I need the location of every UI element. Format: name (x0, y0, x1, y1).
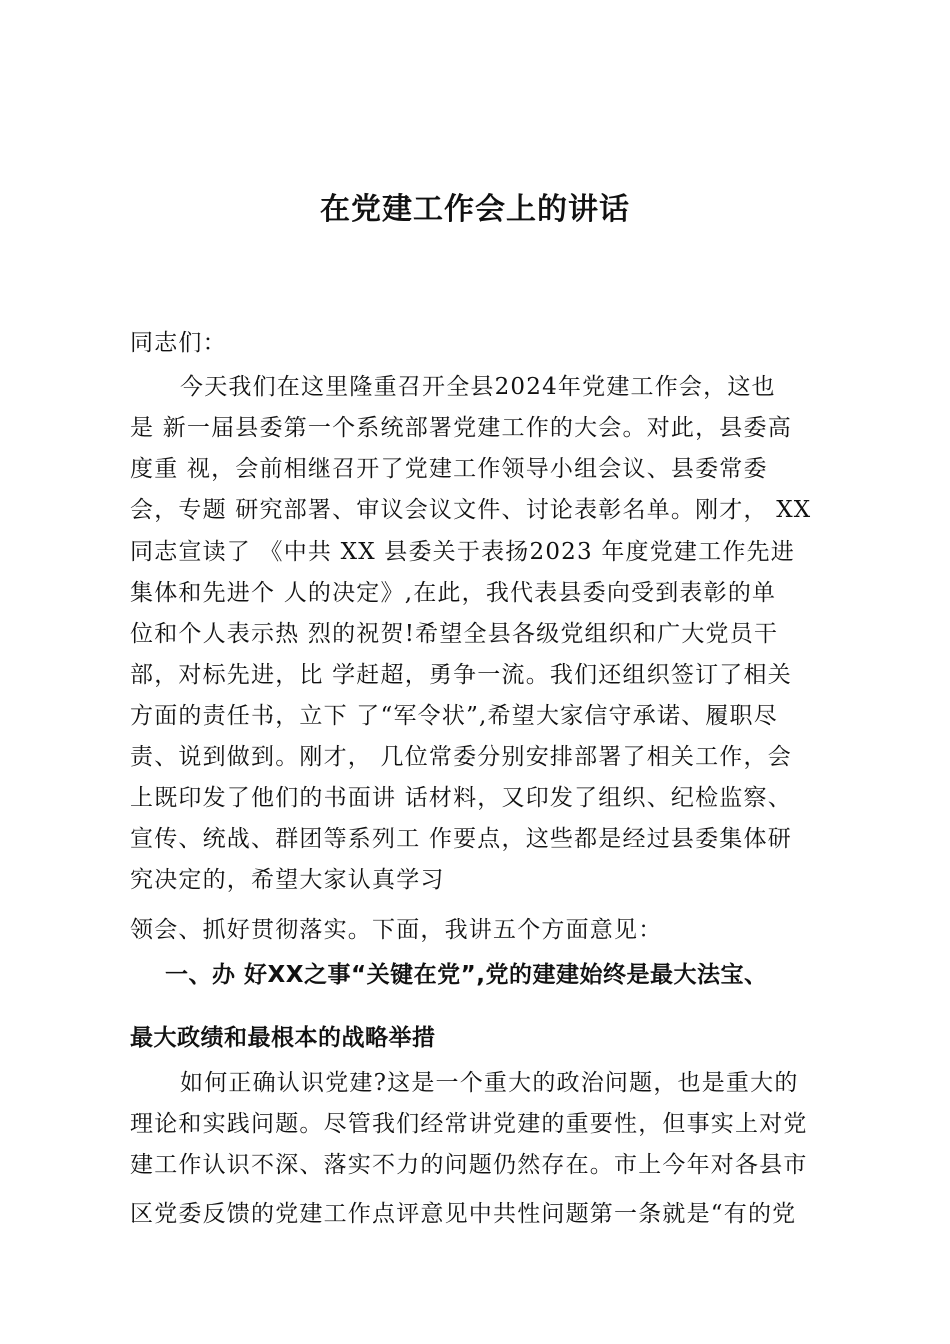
paragraph1-line: 同志宣读了 《中共 XX 县委关于表扬2023 年度党建工作先进 (130, 539, 795, 565)
paragraph1-line: 会，专题 研究部署、审议会议文件、讨论表彰名单。刚才， XX (130, 497, 812, 523)
paragraph1-line: 方面的责任书，立下 了“军令状”,希望大家信守承诺、履职尽 (130, 703, 778, 729)
paragraph1-line: 责、说到做到。刚才， 几位常委分别安排部署了相关工作，会 (130, 744, 792, 770)
paragraph1-line: 集体和先进个 人的决定》,在此，我代表县委向受到表彰的单 (130, 580, 777, 606)
section-heading-continuation: 最大政绩和最根本的战略举措 (130, 1025, 436, 1051)
paragraph1-line: 部，对标先进，比 学赶超，勇争一流。我们还组织签订了相关 (130, 662, 792, 688)
paragraph1-continuation: 领会、抓好贯彻落实。下面，我讲五个方面意见： (130, 917, 663, 943)
document-title: 在党建工作会上的讲话 (320, 192, 630, 227)
section-heading: 一、办 好XX之事“关键在党”,党的建建始终是最大法宝、 (165, 962, 768, 988)
paragraph1-line: 度重 视，会前相继召开了党建工作领导小组会议、县委常委 (130, 456, 768, 482)
paragraph2-line: 建工作认识不深、落实不力的问题仍然存在。市上今年对各县市 (130, 1152, 808, 1178)
paragraph2-line: 区党委反馈的党建工作点评意见中共性问题第一条就是“有的党 (130, 1201, 797, 1227)
paragraph1-line: 究决定的，希望大家认真学习 (130, 867, 445, 893)
paragraph2-line: 理论和实践问题。尽管我们经常讲党建的重要性，但事实上对党 (130, 1111, 808, 1137)
paragraph1-line: 上既印发了他们的书面讲 话材料，又印发了组织、纪检监察、 (130, 785, 792, 811)
paragraph1-line: 是 新一届县委第一个系统部署党建工作的大会。对此，县委高 (130, 415, 792, 441)
paragraph1-line: 位和个人表示热 烈的祝贺!希望全县各级党组织和广大党员干 (130, 621, 779, 647)
paragraph1-line: 今天我们在这里隆重召开全县2024年党建工作会，这也 (180, 374, 776, 400)
salutation: 同志们： (130, 330, 227, 356)
paragraph1-line: 宣传、统战、群团等系列工 作要点，这些都是经过县委集体研 (130, 826, 792, 852)
paragraph2-line: 如何正确认识党建?这是一个重大的政治问题，也是重大的 (180, 1070, 799, 1096)
